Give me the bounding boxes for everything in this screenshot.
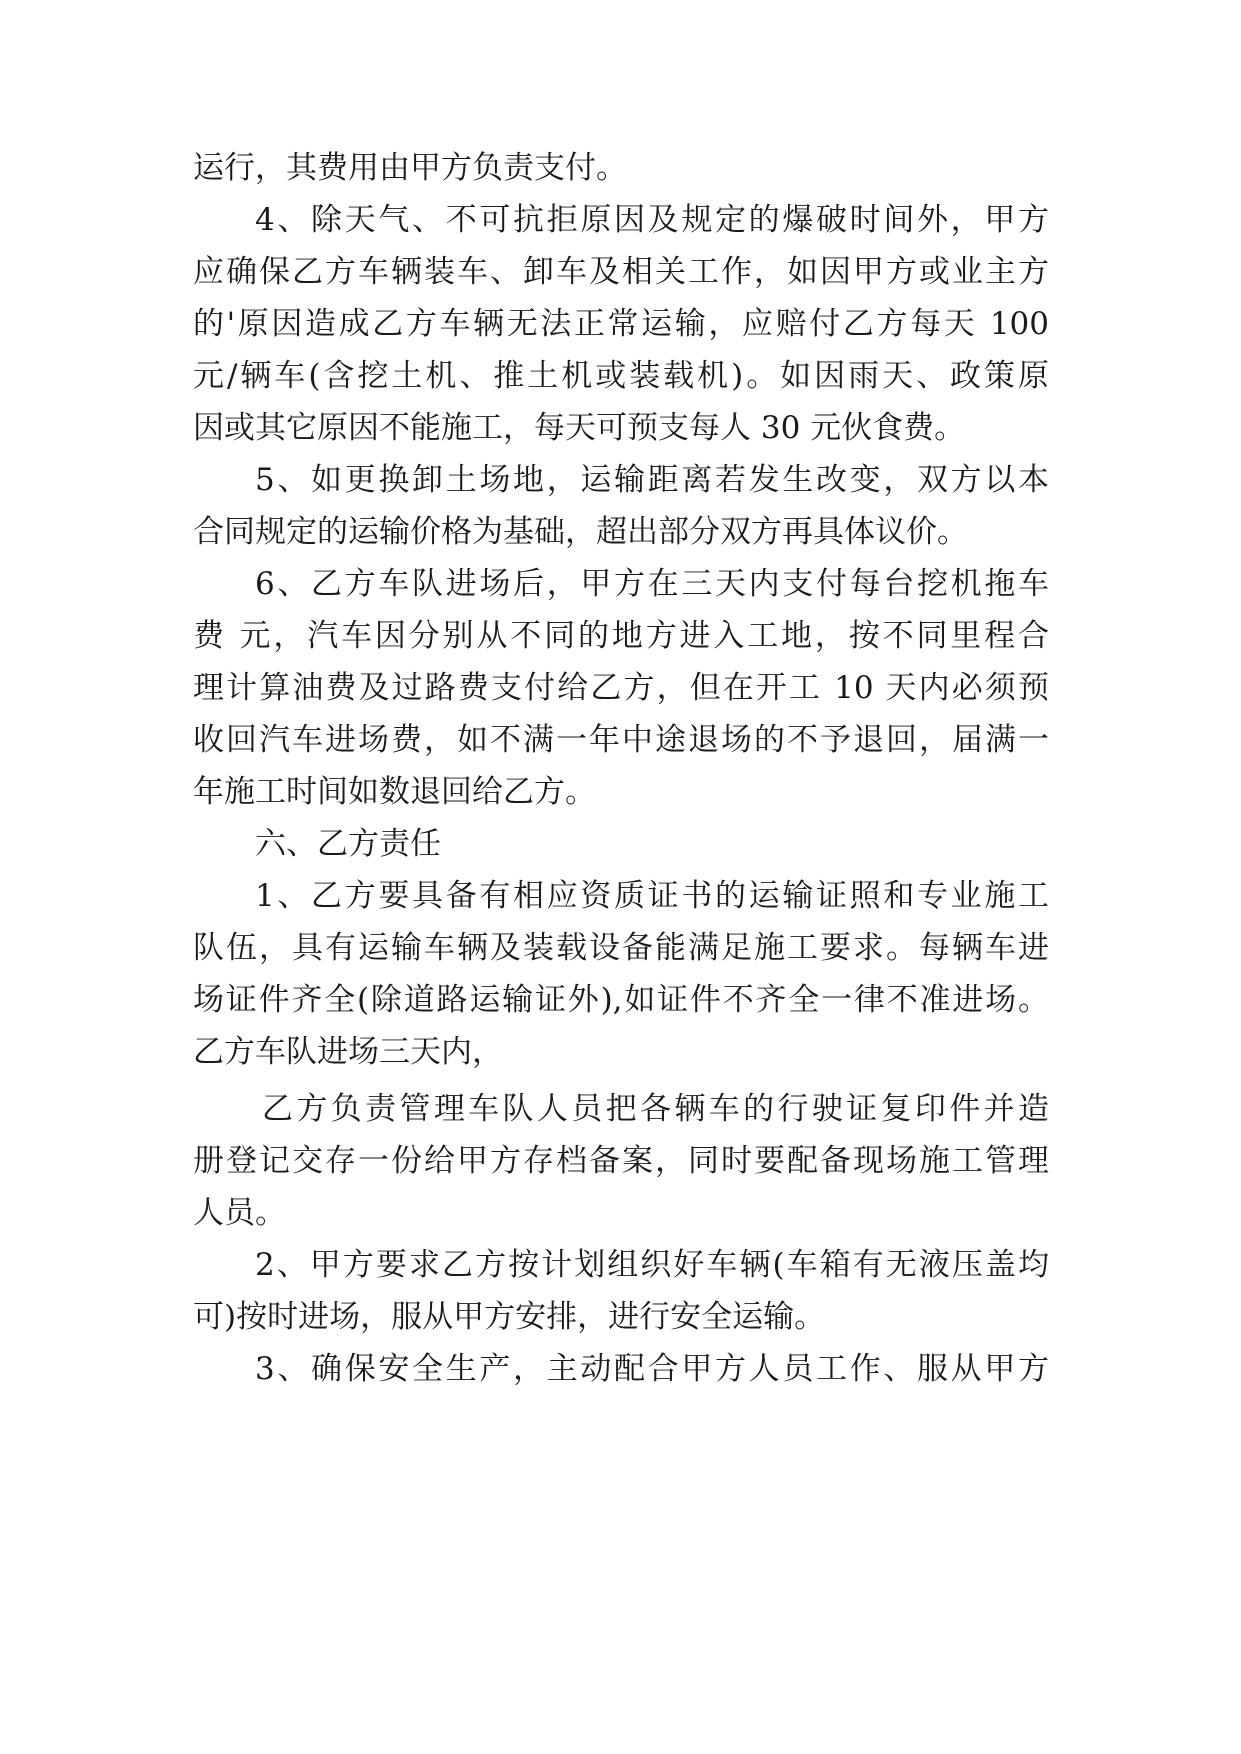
text-line-11: 理计算油费及过路费支付给乙方，但在开工 10 天内必须预 [193,670,1049,706]
text-line-5: 元/辆车(含挖土机、推土机或装载机)。如因雨天、政策原 [193,358,1049,394]
text-line-19: 乙方负责管理车队人员把各辆车的行驶证复印件并造 [262,1091,1049,1127]
text-line-8: 合同规定的运输价格为基础，超出部分双方再具体议价。 [193,514,968,550]
text-line-4: 的'原因造成乙方车辆无法正常运输，应赔付乙方每天 100 [193,306,1049,342]
text-line-7: 5、如更换卸土场地，运输距离若发生改变，双方以本 [255,462,1049,498]
text-line-2: 4、除天气、不可抗拒原因及规定的爆破时间外，甲方 [255,202,1049,238]
text-line-3: 应确保乙方车辆装车、卸车及相关工作，如因甲方或业主方 [193,254,1049,290]
section-heading: 六、乙方责任 [255,826,441,862]
text-line-22: 2、甲方要求乙方按计划组织好车辆(车箱有无液压盖均 [255,1247,1049,1283]
text-line-20: 册登记交存一份给甲方存档备案，同时要配备现场施工管理 [193,1143,1049,1179]
text-line-12: 收回汽车进场费，如不满一年中途退场的不予退回，届满一 [193,722,1049,758]
text-line-23: 可)按时进场，服从甲方安排，进行安全运输。 [193,1299,826,1335]
text-line-6: 因或其它原因不能施工，每天可预支每人 30 元伙食费。 [193,410,966,446]
text-line-18: 乙方车队进场三天内， [193,1034,503,1070]
text-line-15: 1、乙方要具备有相应资质证书的运输证照和专业施工 [255,878,1049,914]
text-line-17: 场证件齐全(除道路运输证外),如证件不齐全一律不准进场。 [193,982,1049,1018]
text-line-9: 6、乙方车队进场后，甲方在三天内支付每台挖机拖车 [255,566,1049,602]
text-line-21: 人员。 [193,1195,286,1231]
text-line-16: 队伍，具有运输车辆及装载设备能满足施工要求。每辆车进 [193,930,1049,966]
text-line-1: 运行，其费用由甲方负责支付。 [193,150,627,186]
text-line-10: 费 元，汽车因分别从不同的地方进入工地，按不同里程合 [193,618,1049,654]
text-line-24: 3、确保安全生产，主动配合甲方人员工作、服从甲方 [255,1351,1049,1387]
text-line-13: 年施工时间如数退回给乙方。 [193,774,596,810]
